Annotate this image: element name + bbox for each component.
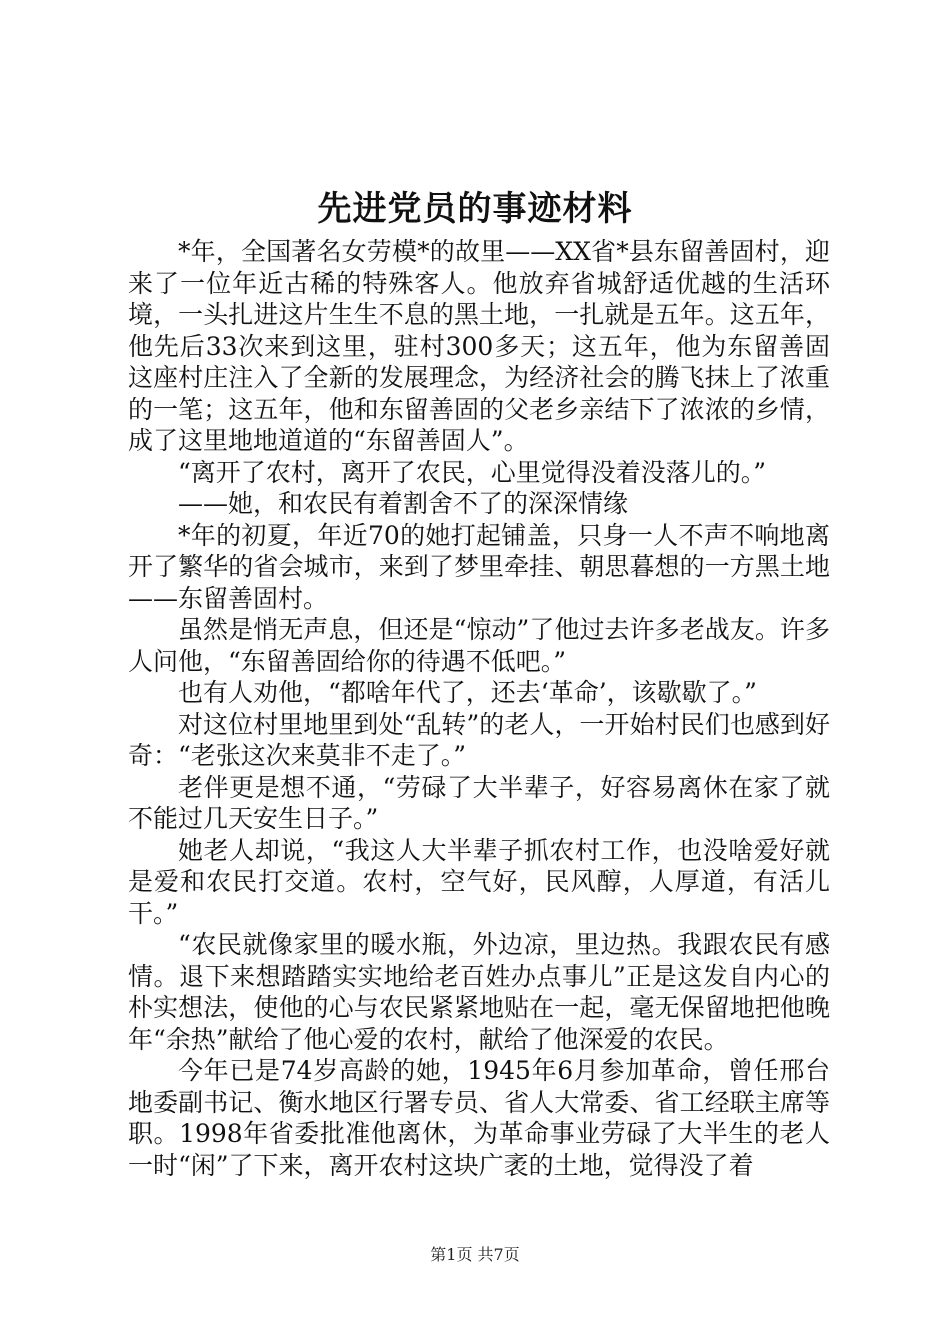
- paragraph: 老伴更是想不通，“劳碌了大半辈子，好容易离休在家了就不能过几天安生日子。”: [128, 772, 830, 833]
- paragraph: ——她，和农民有着割舍不了的深深情缘: [178, 489, 629, 518]
- paragraph: 虽然是悄无声息，但还是“惊动”了他过去许多老战友。许多人问他，“东留善固给你的待遇不低吧。”: [128, 615, 830, 676]
- document-body: [128, 236, 830, 1181]
- paragraph: *年的初夏，年近70的她打起铺盖，只身一人不声不响地离开了繁华的省会城市，来到了梦里牵挂、朝思暮想的一方黑土地——东留善固村。: [128, 520, 830, 613]
- document-title: 先进党员的事迹材料: [317, 189, 633, 229]
- paragraph: 也有人劝他，“都啥年代了，还去‘革命’，该歇歇了。”: [178, 678, 757, 707]
- paragraph: “农民就像家里的暖水瓶，外边凉，里边热。我跟农民有感情。退下来想踏踏实实地给老百姓办点事儿”正是这发自内心的朴实想法，使他的心与农民紧紧地贴在一起，毫无保留地把他晚年“余热”献给了他心爱的农村，献给了他深爱的农民。: [128, 930, 830, 1054]
- page-number-footer: 第1页 共7页: [430, 1245, 520, 1264]
- paragraph: *年，全国著名女劳模*的故里——XX省*县东留善固村，迎来了一位年近古稀的特殊客人。他放弃省城舒适优越的生活环境，一头扎进这片生生不息的黑土地，一扎就是五年。这五年，他先后33次来到这里，驻村300多天；这五年，他为东留善固这座村庄注入了全新的发展理念，为经济社会的腾飞抹上了浓重的一笔；这五年，他和东留善固的父老乡亲结下了浓浓的乡情，成了这里地地道道的“东留善固人”。: [128, 237, 830, 455]
- paragraph: “离开了农村，离开了农民，心里觉得没着没落儿的。”: [178, 457, 767, 487]
- paragraph: 她老人却说，“我这人大半辈子抓农村工作，也没啥爱好就是爱和农民打交道。农村，空气好，民风醇，人厚道，有活儿干。”: [128, 835, 830, 928]
- paragraph: 对这位村里地里到处“乱转”的老人，一开始村民们也感到好奇：“老张这次来莫非不走了。”: [128, 709, 830, 770]
- paragraph: 今年已是74岁高龄的她，1945年6月参加革命，曾任邢台地委副书记、衡水地区行署专员、省人大常委、省工经联主席等职。1998年省委批准他离休，为革命事业劳碌了大半生的老人一时“闲”了下来，离开农村这块广袤的土地，觉得没了着: [128, 1056, 830, 1180]
